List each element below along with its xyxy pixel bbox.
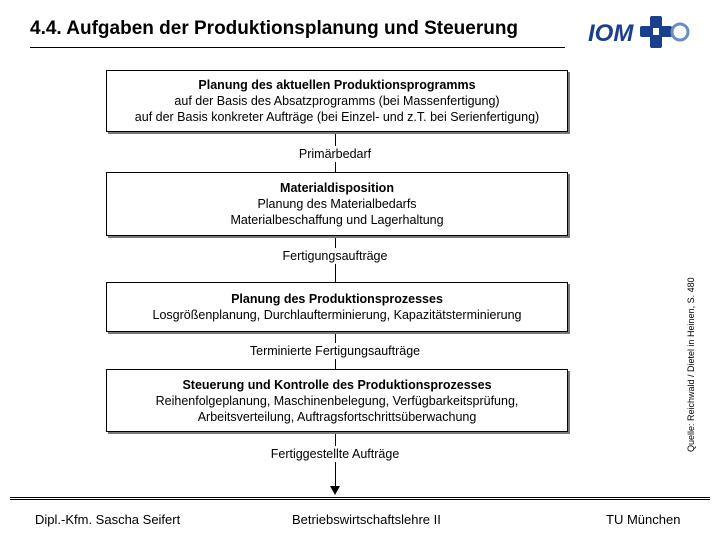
flow-label-finished-orders: Fertiggestellte Aufträge [268, 446, 403, 462]
footer-course: Betriebswirtschaftslehre II [292, 512, 441, 527]
logo-cross-inner [653, 28, 659, 35]
box-process-control [106, 369, 568, 432]
box-process-planning-title: Planung des Produktionsprozesses [231, 292, 443, 306]
slide-title: 4.4. Aufgaben der Produktionsplanung und Steuerung [30, 18, 519, 39]
footer-author: Dipl.-Kfm. Sascha Seifert [35, 512, 181, 527]
flow-label-scheduled-orders: Terminierte Fertigungsaufträge [247, 343, 423, 359]
box-production-program-line1: auf der Basis des Absatzprogramms (bei Massenfertigung) [174, 94, 500, 108]
source-note: Quelle: Reichwald / Dietel in Heinen, S. 480 [686, 277, 696, 452]
footer-university: TU München [606, 512, 681, 527]
iom-logo [586, 14, 696, 50]
box-material-disposition-line2: Materialbeschaffung und Lagerhaltung [230, 213, 444, 227]
box-material-disposition-line1: Planung des Materialbedarfs [257, 197, 417, 211]
footer-divider-top [10, 497, 710, 498]
box-material-disposition [106, 172, 568, 236]
logo-text: IOM [588, 20, 634, 47]
logo-ring [672, 24, 688, 40]
box-production-program-line2: auf der Basis konkreter Aufträge (bei Einzel- und z.T. bei Serienfertigung) [134, 110, 540, 124]
box-process-control-title: Steuerung und Kontrolle des Produktionsprozesses [182, 377, 492, 392]
box-process-control-line1: Reihenfolgeplanung, Maschinenbelegung, Verfügbarkeitsprüfung, [155, 393, 519, 408]
box-process-planning [106, 282, 568, 332]
footer-divider-bottom [10, 499, 710, 500]
box-process-planning-line1: Losgrößenplanung, Durchlaufterminierung, Kapazitätsterminierung [152, 308, 522, 322]
flow-label-production-orders: Fertigungsaufträge [280, 248, 391, 264]
box-process-control-line2: Arbeitsverteilung, Auftragsfortschrittsüberwachung [197, 409, 477, 424]
flow-label-primary-demand: Primärbedarf [296, 146, 374, 162]
title-divider [30, 47, 565, 48]
box-production-program-title: Planung des aktuellen Produktionsprogramms [198, 78, 476, 92]
arrow-head-down [330, 486, 340, 495]
box-production-program [106, 70, 568, 132]
box-material-disposition-title: Materialdisposition [280, 181, 394, 195]
